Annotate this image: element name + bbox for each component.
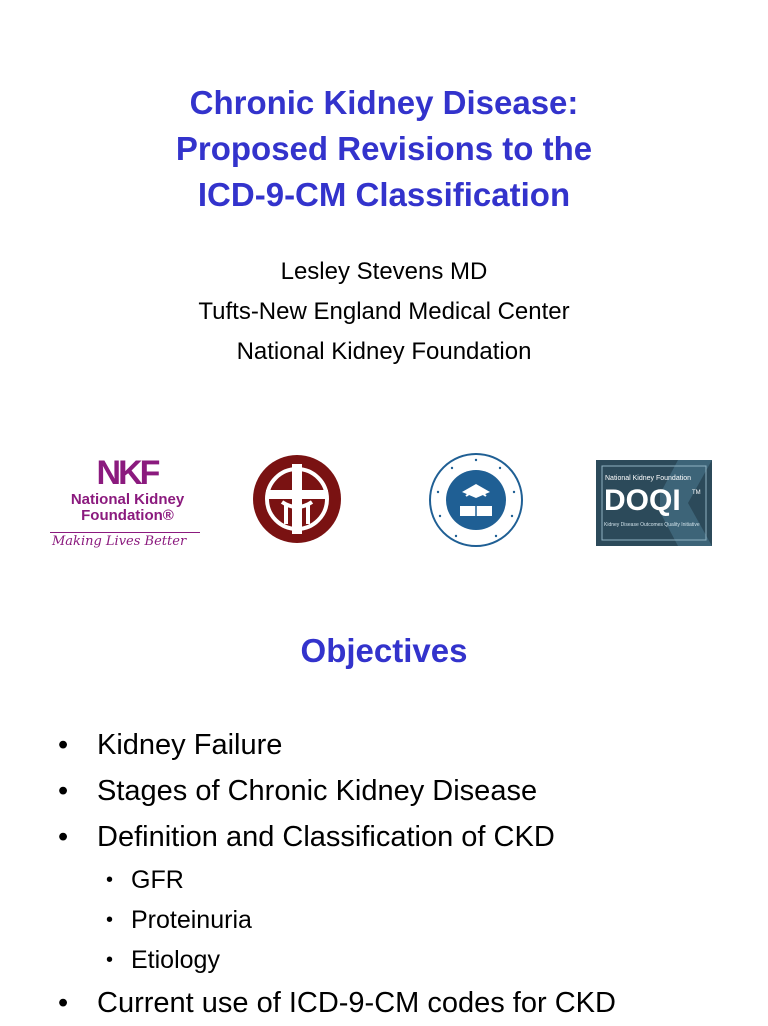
nkf-name xyxy=(50,492,205,524)
logo-row xyxy=(0,452,768,552)
nkf-mark: NKF xyxy=(96,454,158,492)
author-name: Lesley Stevens MD xyxy=(280,258,488,285)
slide-title xyxy=(0,80,768,218)
tufts-nemc-logo xyxy=(252,454,342,544)
nkf-name-line-2: Foundation® xyxy=(81,507,174,524)
title-line-3: ICD-9-CM Classification xyxy=(197,176,571,213)
objectives-heading: Objectives xyxy=(300,632,468,669)
objective-subitem: • GFR xyxy=(0,860,768,900)
objectives-list xyxy=(0,722,768,1026)
tufts-university-seal xyxy=(428,452,524,548)
nkf-divider xyxy=(50,532,200,533)
doqi-logo xyxy=(596,460,712,546)
objective-item: • Kidney Failure xyxy=(0,722,768,768)
doqi-emblem-icon xyxy=(596,460,712,546)
objective-item: • Current use of ICD-9-CM codes for CKD xyxy=(0,980,768,1026)
nkf-tagline: Making Lives Better xyxy=(52,534,187,549)
title-line-2: Proposed Revisions to the xyxy=(175,130,593,167)
doqi-tm: TM xyxy=(692,490,701,496)
university-seal-icon xyxy=(428,452,524,548)
objective-subitem: • Proteinuria xyxy=(0,900,768,940)
author-affiliation-2: National Kidney Foundation xyxy=(236,338,532,365)
title-line-1: Chronic Kidney Disease: xyxy=(189,84,579,121)
nkf-name-line-1: National Kidney xyxy=(70,491,185,508)
objective-item: • Stages of Chronic Kidney Disease xyxy=(0,768,768,814)
author-affiliation-1: Tufts-New England Medical Center xyxy=(198,298,570,325)
author-block xyxy=(0,252,768,372)
objective-item: • Definition and Classification of CKD xyxy=(0,814,768,860)
objective-subitem: • Etiology xyxy=(0,940,768,980)
nkf-logo xyxy=(50,454,205,550)
tufts-nemc-emblem-icon xyxy=(252,454,342,544)
doqi-wordmark: DOQI xyxy=(604,484,681,517)
doqi-header: National Kidney Foundation xyxy=(605,475,692,482)
doqi-subtitle: Kidney Disease Outcomes Quality Initiative xyxy=(604,522,700,528)
